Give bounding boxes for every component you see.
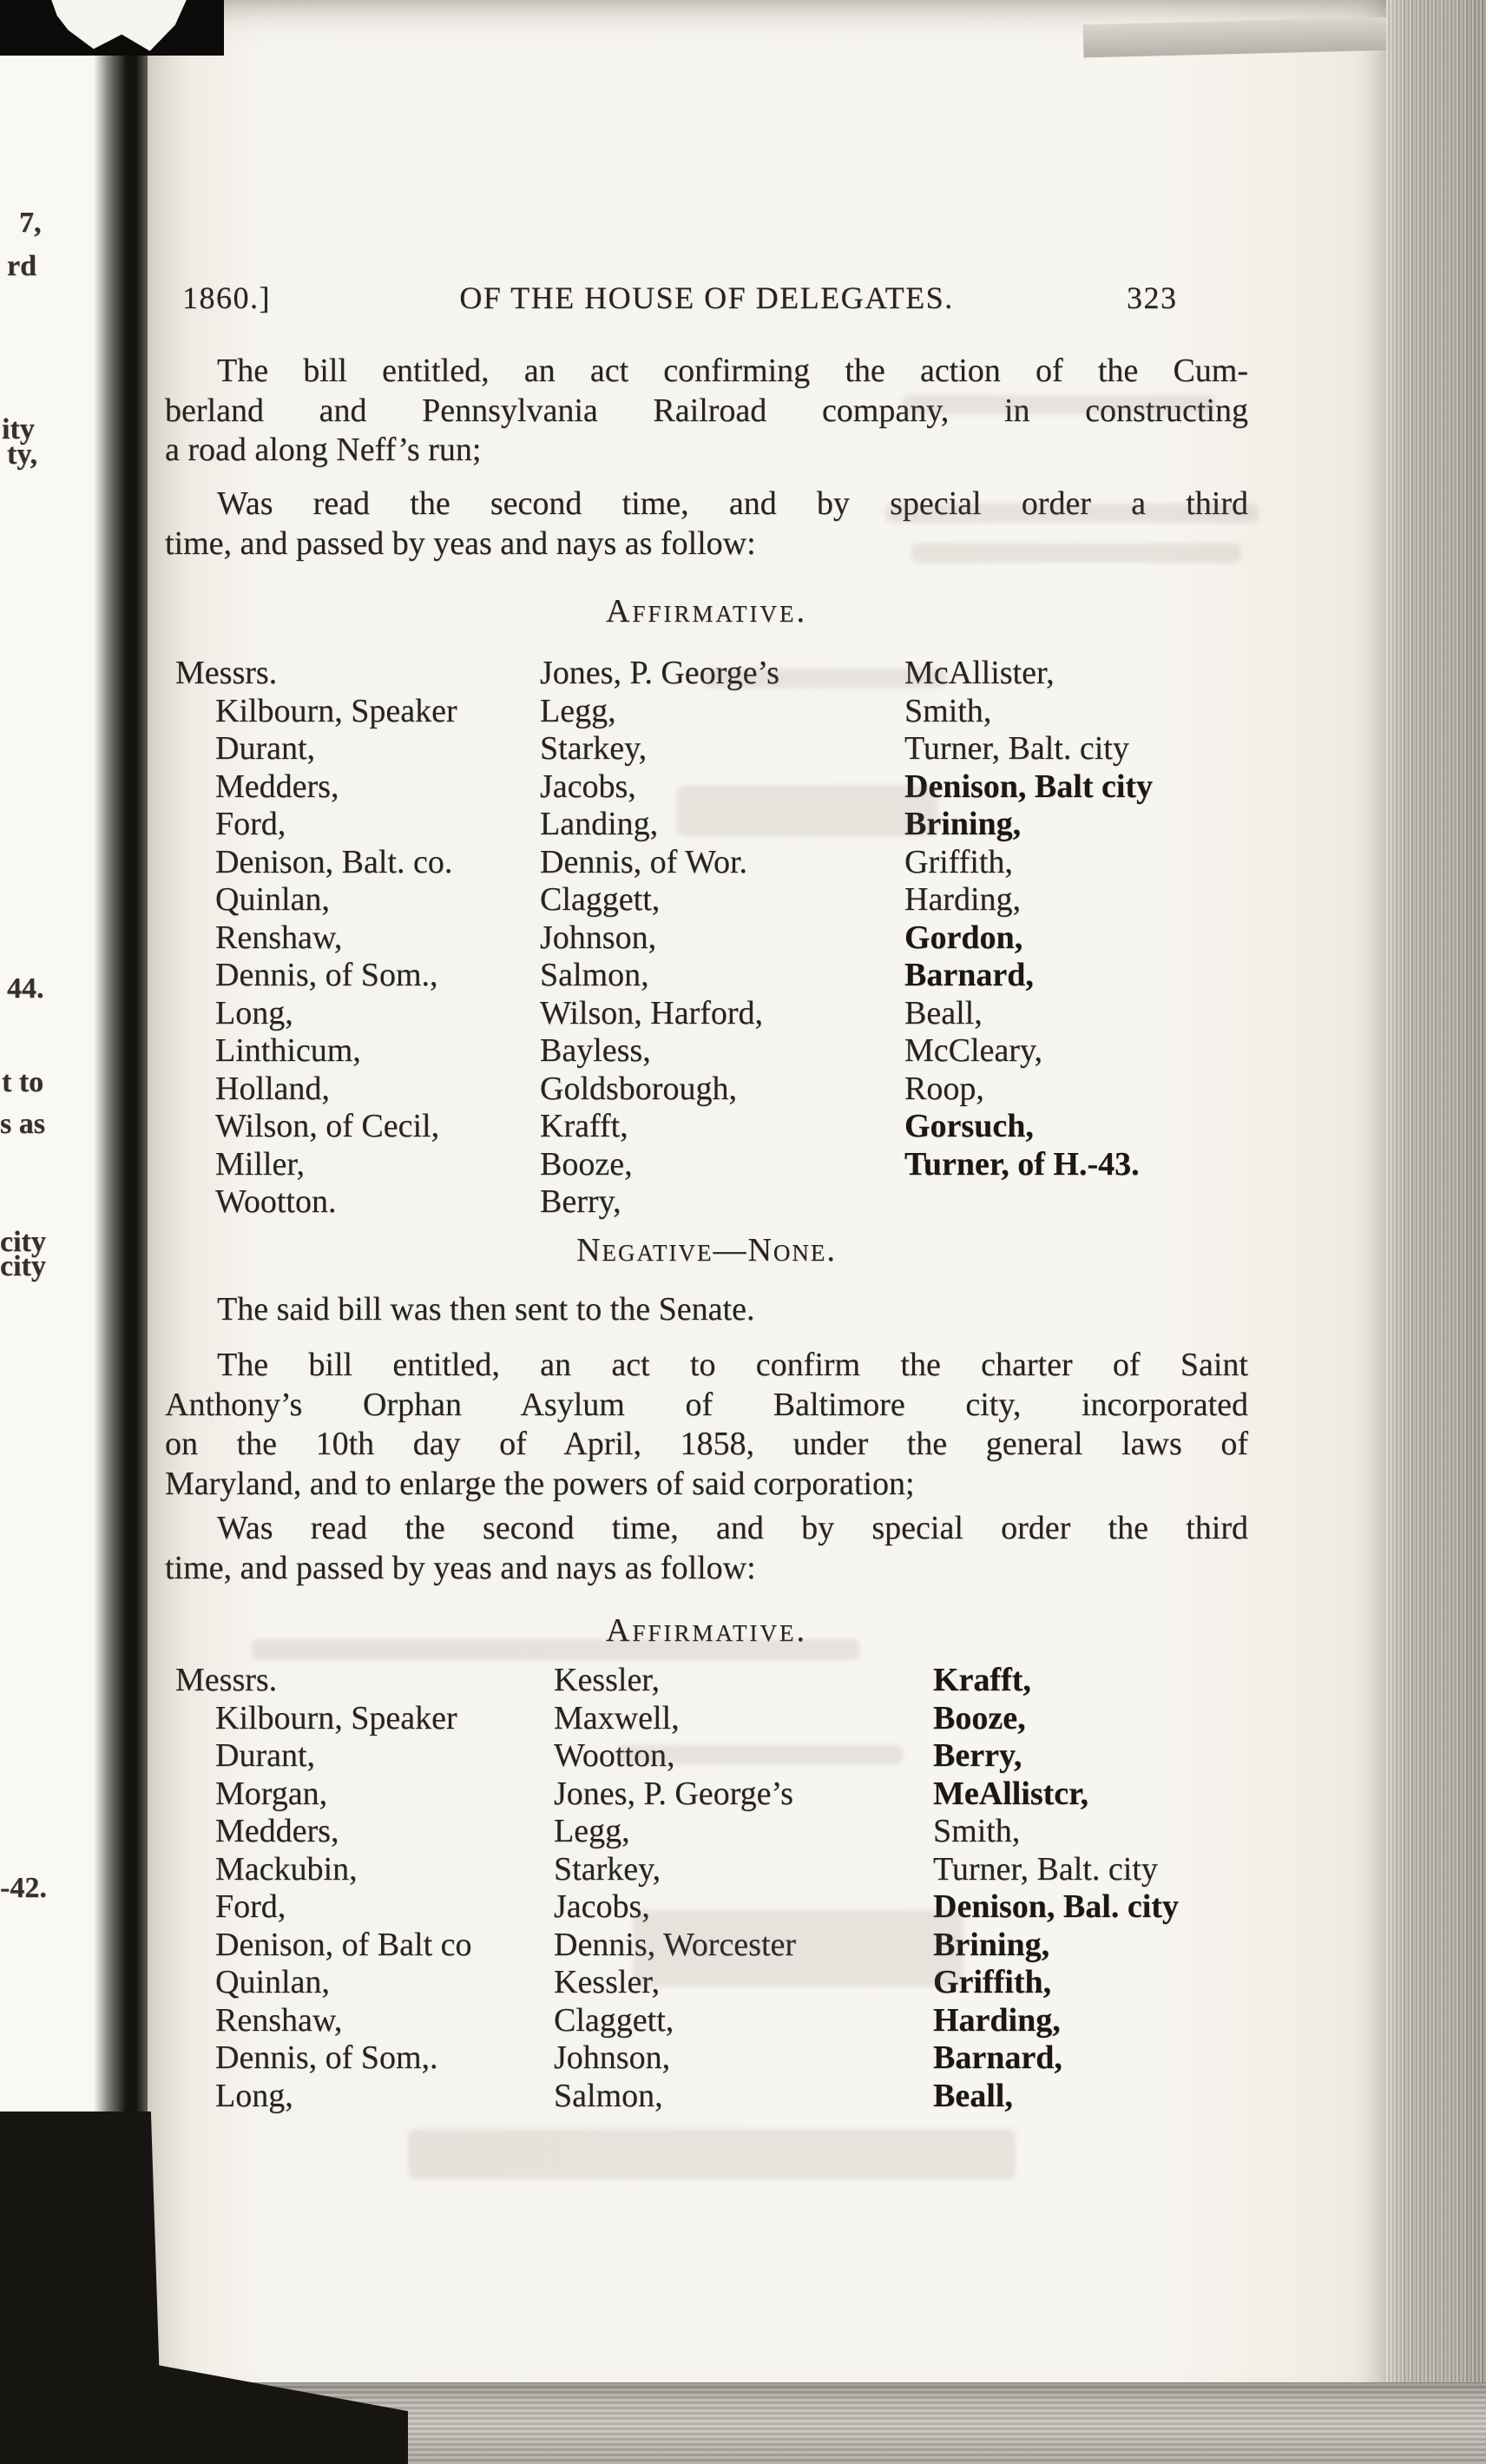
paragraph-line: The bill entitled, an act to confirm the charter of Saint: [217, 1347, 1248, 1383]
voter-name: McAllister,: [904, 655, 1055, 691]
paragraph-bill-orphan-asylum: [165, 1346, 1248, 1504]
voter-name: Beall,: [933, 2077, 1013, 2114]
bleed-through-smudge: [634, 1910, 963, 1986]
voter-name: Johnson,: [540, 919, 657, 956]
voter-name: Berry,: [540, 1183, 621, 1220]
bleed-through-smudge: [677, 786, 937, 836]
voter-name: Wilson, of Cecil,: [215, 1108, 440, 1144]
voter-name: Holland,: [215, 1070, 330, 1107]
voter-name: Wootton,: [554, 1737, 675, 1774]
voter-name: Brining,: [904, 806, 1022, 842]
voter-name: Denison, Balt city: [904, 768, 1154, 805]
photo-background-top-left: [0, 0, 224, 56]
voter-name: Long,: [215, 2077, 293, 2114]
bleed-through-smudge: [616, 1745, 903, 1764]
voter-name: Gorsuch,: [904, 1108, 1034, 1144]
bleed-through-smudge: [903, 395, 1215, 414]
voter-name: Denison, of Balt co: [215, 1926, 472, 1963]
voter-name: Dennis, of Som.,: [215, 957, 438, 993]
margin-text-fragment: ty,: [7, 438, 37, 471]
margin-text-fragment: city: [0, 1226, 46, 1258]
bleed-through-smudge: [408, 2129, 1016, 2179]
voter-name: Dennis, of Som,.: [215, 2039, 438, 2076]
voter-name: Legg,: [540, 692, 616, 729]
voter-name: Roop,: [904, 1070, 984, 1107]
margin-text-fragment: 44.: [7, 972, 44, 1005]
margin-text-fragment: -42.: [0, 1872, 47, 1904]
paragraph-line: berland and Pennsylvania Railroad company, in constructing: [165, 392, 1248, 429]
voter-name: Kessler,: [554, 1662, 660, 1698]
voter-name: Denison, Balt. co.: [215, 843, 453, 880]
voter-name: Claggett,: [554, 2001, 674, 2039]
voter-name: Beall,: [904, 994, 983, 1031]
voter-name: Harding,: [933, 2001, 1061, 2039]
margin-text-fragment: city: [0, 1250, 46, 1282]
voter-name: Kilbourn, Speaker: [215, 692, 457, 729]
voter-name: Linthicum,: [215, 1032, 361, 1069]
voter-name: Morgan,: [215, 1775, 328, 1812]
voter-name: Landing,: [540, 806, 659, 842]
torn-paper-scrap: [49, 0, 189, 52]
voter-name: Mackubin,: [215, 1850, 358, 1888]
voter-name: Smith,: [933, 1813, 1021, 1849]
voter-name: Barnard,: [904, 957, 1034, 993]
voter-name: Harding,: [904, 881, 1022, 918]
header-title: OF THE HOUSE OF DELEGATES.: [459, 280, 954, 315]
voter-name: Salmon,: [554, 2077, 663, 2114]
margin-text-fragment: ity: [2, 413, 35, 445]
voter-name: Miller,: [215, 1145, 305, 1183]
voter-name: Wilson, Harford,: [540, 994, 764, 1031]
voter-name: Quinlan,: [215, 1964, 330, 2000]
paragraph-line: Maryland, and to enlarge the powers of said corporation;: [165, 1465, 915, 1502]
voter-name: Bayless,: [540, 1032, 651, 1069]
voter-name: McCleary,: [904, 1032, 1042, 1069]
voter-name: Jacobs,: [554, 1888, 650, 1925]
voter-name: Turner, of H.-43.: [904, 1145, 1140, 1183]
voter-name: Starkey,: [540, 730, 648, 767]
voter-name: Jacobs,: [540, 768, 636, 805]
voter-name: Booze,: [933, 1699, 1026, 1736]
voter-name: Brining,: [933, 1926, 1050, 1963]
affirmative-heading-2: Affirmative.: [606, 1612, 807, 1649]
voter-name: Gordon,: [904, 919, 1023, 956]
voter-name: Maxwell,: [554, 1699, 680, 1736]
paragraph-line: time, and passed by yeas and nays as follow:: [165, 1549, 756, 1586]
voter-name: Quinlan,: [215, 881, 330, 918]
header-year: 1860.]: [182, 280, 271, 315]
paragraph-line: Was read the second time, and by special order a third: [217, 485, 1248, 522]
voter-name: Jones, P. George’s: [554, 1775, 793, 1812]
paragraph-line: The bill entitled, an act confirming the action of the Cum-: [217, 352, 1248, 389]
voter-name: Ford,: [215, 1888, 286, 1925]
vote1-column-1: [175, 655, 457, 1222]
voter-name: Griffith,: [904, 843, 1013, 880]
bleed-through-smudge: [885, 504, 1259, 523]
voter-name: Ford,: [215, 806, 286, 842]
vote1-column-2: [540, 655, 779, 1222]
voter-name: Jones, P. George’s: [540, 655, 779, 691]
voter-name: Claggett,: [540, 881, 661, 918]
voter-name: Krafft,: [540, 1108, 628, 1144]
paragraph-line: a road along Neff’s run;: [165, 432, 482, 468]
margin-text-fragment: t to: [2, 1066, 44, 1098]
voter-name: Medders,: [215, 1813, 339, 1849]
voter-name: Messrs.: [175, 1662, 278, 1698]
page-number: 323: [1127, 280, 1178, 315]
paragraph-line: Anthony’s Orphan Asylum of Baltimore city, incorporated: [165, 1386, 1248, 1423]
margin-text-fragment: s as: [0, 1108, 45, 1140]
voter-name: Wootton.: [215, 1183, 337, 1220]
paragraph-reading-2: [165, 1509, 1248, 1588]
voter-name: Kessler,: [554, 1964, 660, 2000]
bleed-through-smudge: [252, 1639, 859, 1660]
voter-name: Messrs.: [175, 655, 278, 691]
voter-name: Legg,: [554, 1813, 630, 1849]
voter-name: Durant,: [215, 730, 316, 767]
margin-text-fragment: 7,: [19, 207, 42, 239]
paragraph-line: Was read the second time, and by special order the third: [217, 1510, 1248, 1546]
senate-line: The said bill was then sent to the Senate.: [217, 1291, 755, 1328]
voter-name: Barnard,: [933, 2039, 1062, 2076]
voter-name: Starkey,: [554, 1850, 661, 1888]
vote1-column-3: [904, 655, 1153, 1183]
negative-line: Negative—None.: [576, 1232, 837, 1268]
book-page: [148, 0, 1389, 2396]
page-edges-right: [1386, 0, 1486, 2464]
voter-name: Johnson,: [554, 2039, 671, 2076]
voter-name: Renshaw,: [215, 919, 343, 956]
page-edge-texture: [1386, 0, 1486, 2464]
paragraph-line: on the 10th day of April, 1858, under the general laws of: [165, 1426, 1248, 1462]
voter-name: Dennis, Worcester: [554, 1926, 797, 1963]
voter-name: Long,: [215, 994, 293, 1031]
bleed-through-smudge: [911, 544, 1241, 563]
voter-name: Denison, Bal. city: [933, 1888, 1179, 1925]
voter-name: Booze,: [540, 1145, 633, 1183]
voter-name: Turner, Balt. city: [933, 1850, 1158, 1888]
voter-name: Turner, Balt. city: [904, 730, 1129, 767]
vote2-column-1: [175, 1662, 472, 2115]
vote2-column-3: [933, 1662, 1179, 2115]
affirmative-heading-1: Affirmative.: [606, 593, 807, 629]
margin-text-fragment: rd: [7, 250, 36, 282]
voter-name: Goldsborough,: [540, 1070, 737, 1107]
voter-name: Smith,: [904, 692, 992, 729]
bleed-through-smudge: [703, 669, 946, 688]
voter-name: Griffith,: [933, 1964, 1052, 2000]
voter-name: Renshaw,: [215, 2001, 343, 2039]
voter-name: Medders,: [215, 768, 339, 805]
paragraph-line: time, and passed by yeas and nays as follow:: [165, 524, 756, 562]
voter-name: Krafft,: [933, 1662, 1031, 1698]
vote2-column-2: [554, 1662, 796, 2115]
voter-name: Dennis, of Wor.: [540, 843, 748, 880]
voter-name: Berry,: [933, 1737, 1022, 1774]
voter-name: MeAllistcr,: [933, 1775, 1089, 1812]
voter-name: Salmon,: [540, 957, 649, 993]
voter-name: Durant,: [215, 1737, 316, 1774]
voter-name: Kilbourn, Speaker: [215, 1699, 457, 1736]
